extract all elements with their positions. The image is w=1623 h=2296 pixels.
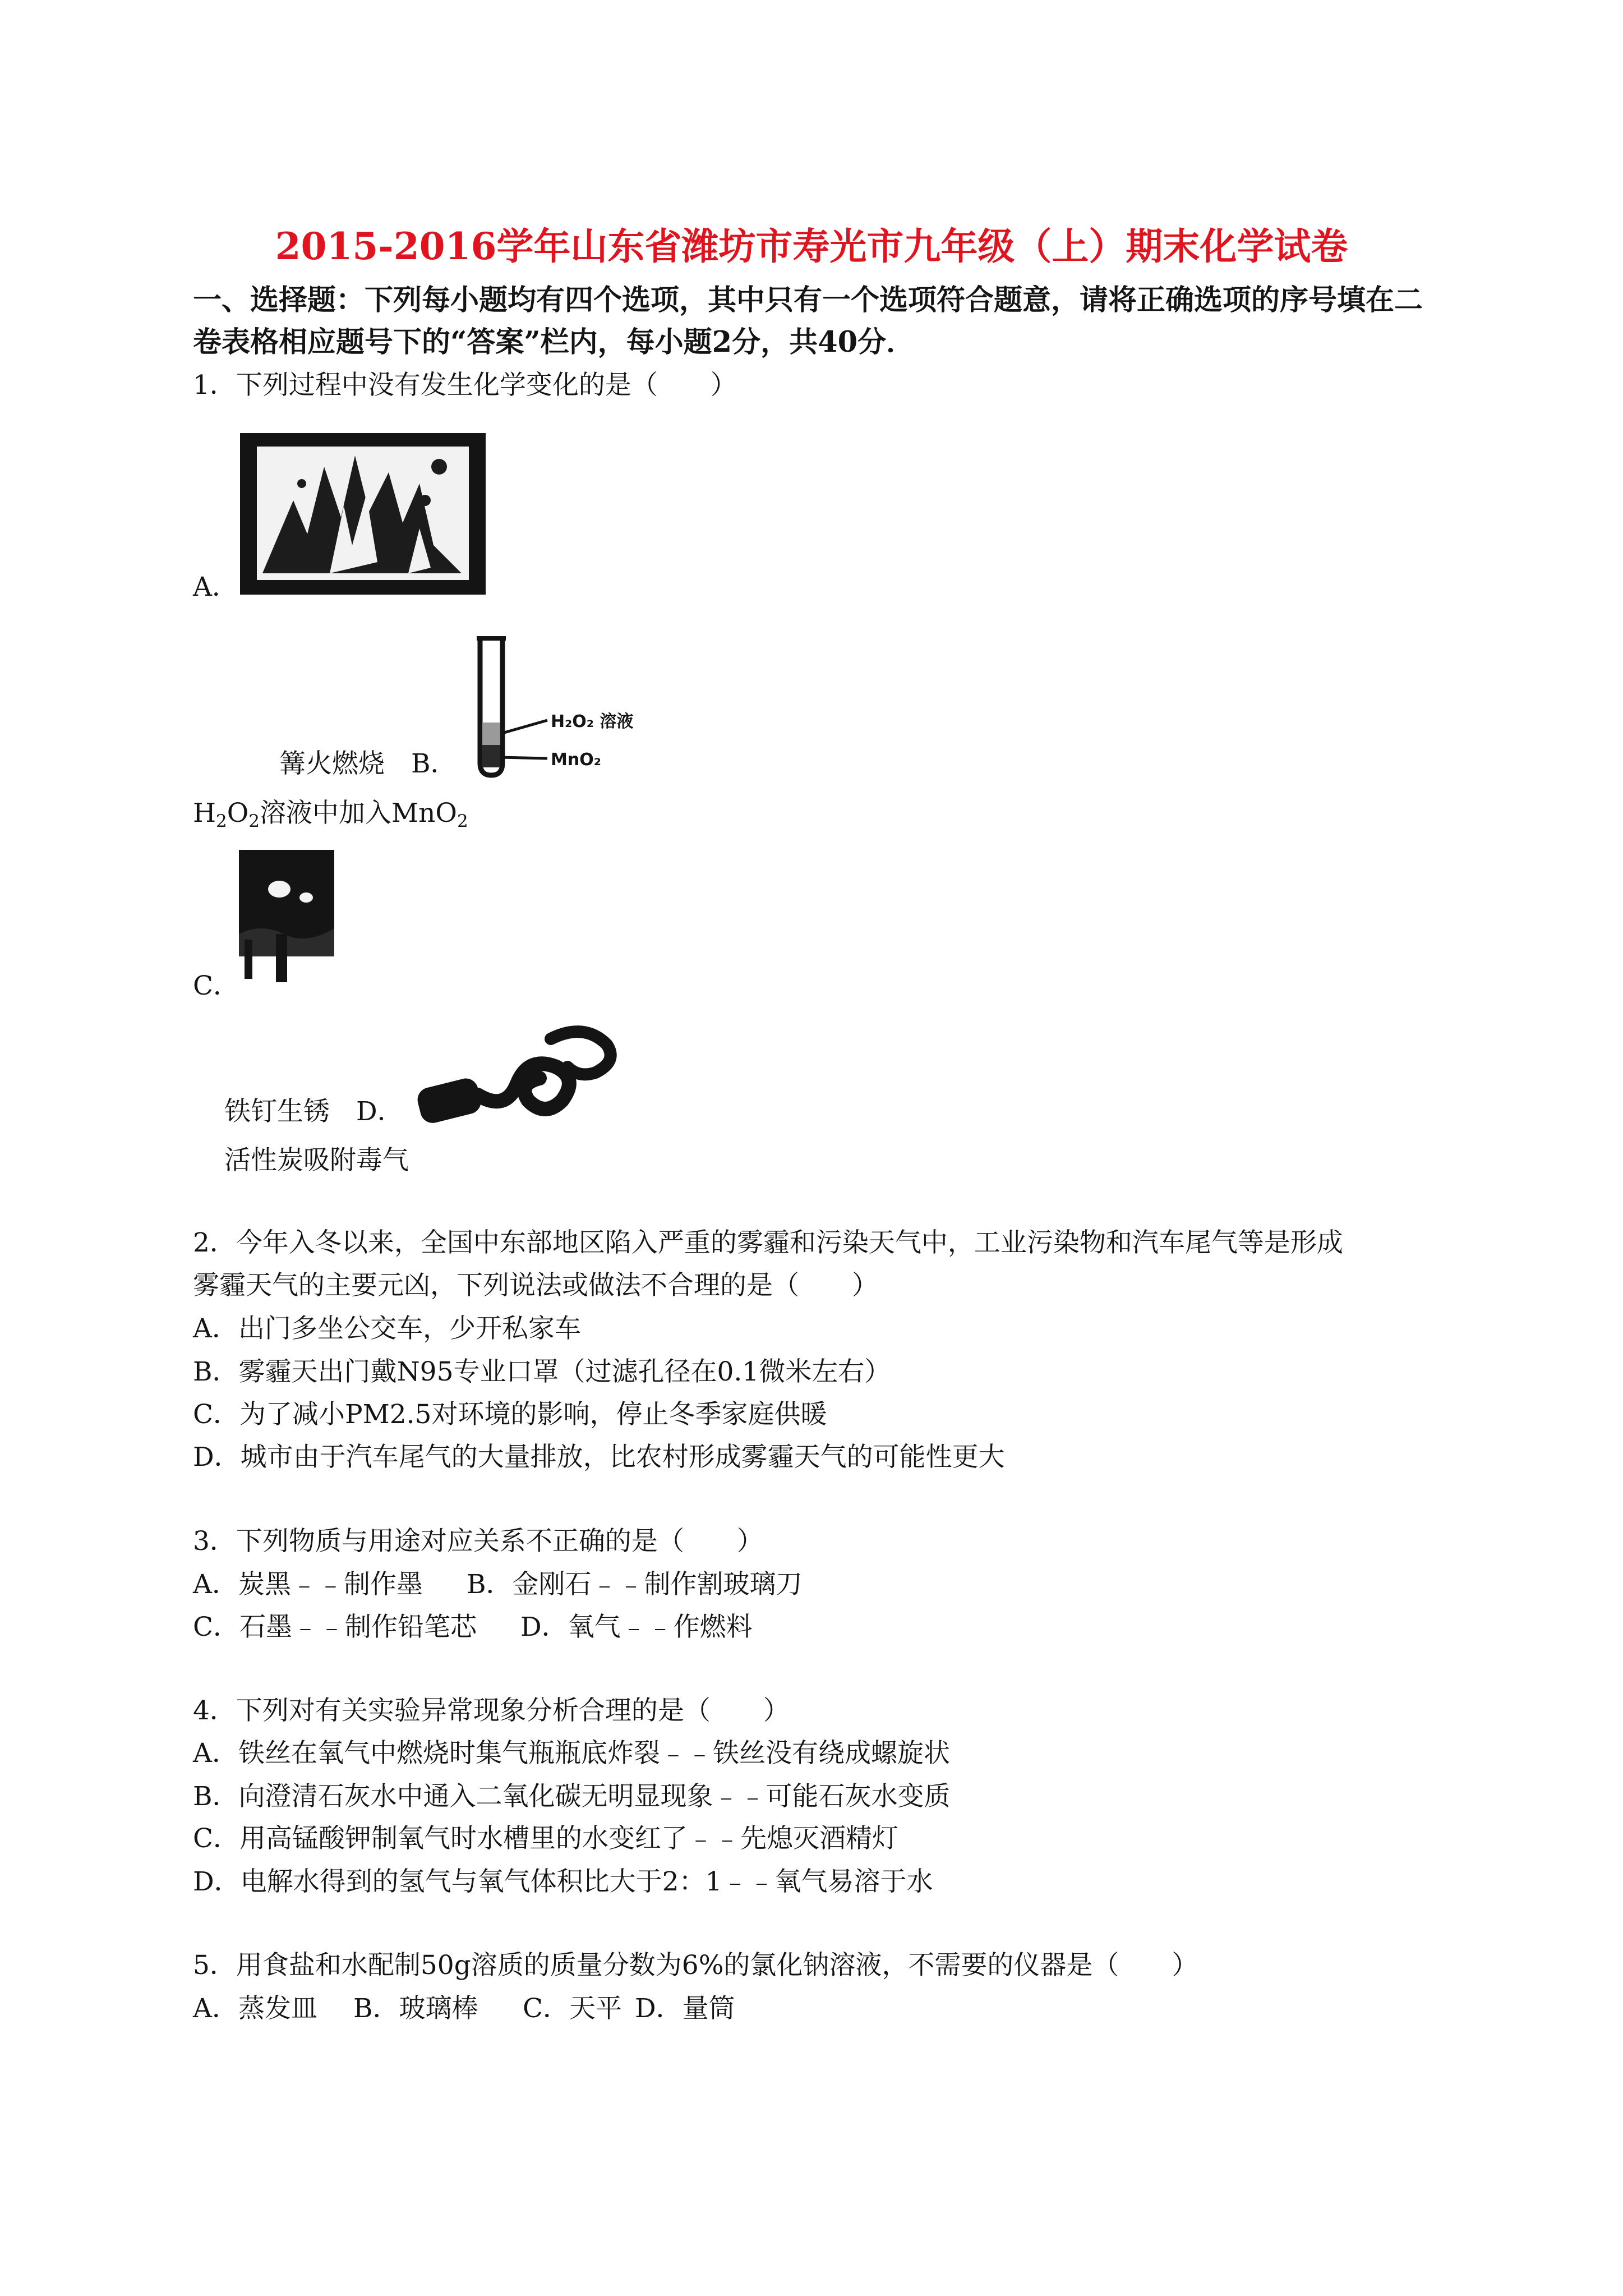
question-3-option-b: B．金刚石﹣﹣制作割玻璃刀 <box>467 1569 803 1600</box>
option-b-caption: $H_2O_2$溶液中加入MnO$_2$ <box>193 798 468 831</box>
page-title: 2015-2016学年山东省潍坊市寿光市九年级（上）期末化学试卷 <box>275 224 1348 268</box>
question-3-options-row-1 <box>193 1567 803 1603</box>
option-c-letter: C． <box>193 970 239 1001</box>
option-c-caption-row <box>224 1094 404 1130</box>
bonfire-image <box>240 433 486 595</box>
question-1-stem: 1．下列过程中没有发生化学变化的是（ ） <box>193 370 737 401</box>
question-2-stem-line-2: 雾霾天气的主要元凶，下列说法或做法不合理的是（ ） <box>193 1270 878 1301</box>
test-tube-label-catalyst: MnO₂ <box>551 750 601 770</box>
option-b-letter: B． <box>411 748 457 779</box>
question-3-option-c: C．石墨﹣﹣制作铅笔芯 <box>193 1612 477 1642</box>
question-3-option-d: D．氧气﹣﹣作燃料 <box>520 1612 753 1642</box>
question-2-option-b: B．雾霾天出门戴N95专业口罩（过滤孔径在0.1微米左右） <box>193 1356 891 1387</box>
question-3-options-row-2 <box>193 1609 753 1645</box>
test-tube-image <box>463 633 699 779</box>
question-5-option-d: D．量筒 <box>635 1993 735 2024</box>
option-d-letter: D． <box>356 1096 404 1127</box>
question-3-option-a: A．炭黑﹣﹣制作墨 <box>193 1569 423 1600</box>
question-2-stem-line-1: 2．今年入冬以来，全国中东部地区陷入严重的雾霾和污染天气中，工业污染物和汽车尾气等是形成 <box>193 1227 1343 1258</box>
option-a-caption-row <box>279 746 457 782</box>
option-a-letter: A． <box>193 572 238 602</box>
question-5-options-row <box>193 1991 735 2027</box>
question-5-option-c: C．天平 <box>523 1993 622 2024</box>
option-a-caption: 篝火燃烧 <box>279 748 385 779</box>
test-tube-label-solution: H₂O₂ 溶液 <box>551 712 634 731</box>
question-4-stem: 4．下列对有关实验异常现象分析合理的是（ ） <box>193 1695 790 1726</box>
question-2-option-a: A．出门多坐公交车，少开私家车 <box>193 1313 581 1344</box>
question-4-option-c: C．用高锰酸钾制氧气时水槽里的水变红了﹣﹣先熄灭酒精灯 <box>193 1823 898 1854</box>
question-2-option-d: D．城市由于汽车尾气的大量排放，比农村形成雾霾天气的可能性更大 <box>193 1442 1005 1473</box>
option-c-caption: 铁钉生锈 <box>224 1096 330 1127</box>
question-2-option-c: C．为了减小PM2.5对环境的影响，停止冬季家庭供暖 <box>193 1399 827 1430</box>
question-4-option-b: B．向澄清石灰水中通入二氧化碳无明显现象﹣﹣可能石灰水变质 <box>193 1781 951 1812</box>
rusting-nail-image <box>239 850 340 984</box>
question-5-stem: 5．用食盐和水配制50g溶质的质量分数为6%的氯化钠溶液，不需要的仪器是（ ） <box>193 1950 1198 1981</box>
option-d-caption: 活性炭吸附毒气 <box>224 1145 409 1176</box>
section-heading-line-2: 卷表格相应题号下的“答案”栏内，每小题2分，共40分． <box>193 325 915 359</box>
question-3-stem: 3．下列物质与用途对应关系不正确的是（ ） <box>193 1526 763 1557</box>
gas-mask-image <box>416 1016 624 1129</box>
section-heading-line-1: 一、选择题：下列每小题均有四个选项，其中只有一个选项符合题意，请将正确选项的序号填在二 <box>193 283 1423 317</box>
question-5-option-b: B．玻璃棒 <box>353 1993 478 2024</box>
question-5-option-a: A．蒸发皿 <box>193 1993 317 2024</box>
question-4-option-a: A．铁丝在氧气中燃烧时集气瓶瓶底炸裂﹣﹣铁丝没有绕成螺旋状 <box>193 1738 950 1769</box>
question-4-option-d: D．电解水得到的氢气与氧气体积比大于2：1﹣﹣氧气易溶于水 <box>193 1866 933 1897</box>
